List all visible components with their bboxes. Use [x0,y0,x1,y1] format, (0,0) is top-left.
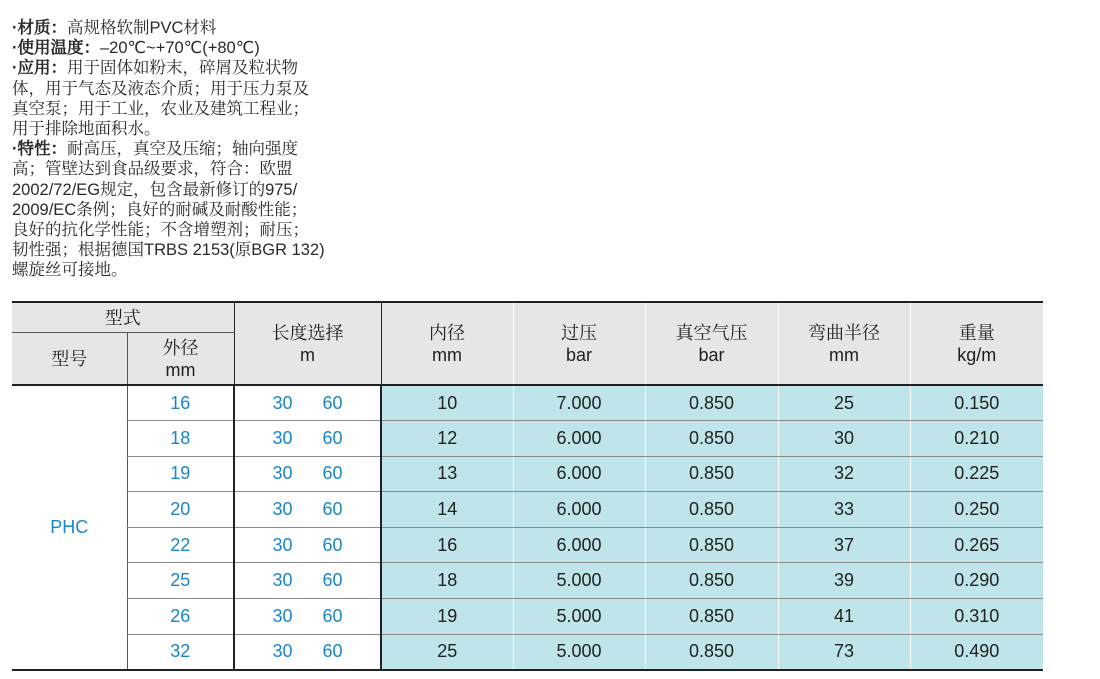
temperature-line [12,38,372,58]
table-row [12,385,1043,421]
features-text: 韧性强；根据德国TRBS 2153(原BGR 132) [12,241,325,260]
header-weight [910,302,1043,385]
weight-cell: 0.490 [910,634,1043,670]
application-text: 用于排除地面积水。 [12,120,161,139]
header-pressure-unit: bar [565,344,592,365]
spec-table [12,301,1043,671]
application-text: 体，用于气态及液态介质；用于压力泵及 [12,79,309,98]
header-bend-radius [778,302,910,385]
bend-radius-cell: 33 [778,492,910,528]
pressure-cell: 5.000 [513,634,645,670]
vacuum-cell: 0.850 [645,563,778,599]
header-inner-diameter [381,302,513,385]
header-vacuum-label: 真空气压 [675,322,748,343]
table-row [12,456,1043,492]
header-type-group: 型式 [12,302,234,333]
length-options-cell [234,563,381,599]
table-row [12,527,1043,563]
features-text: 良好的抗化学性能；不含增塑剂；耐压； [12,221,309,240]
vacuum-cell: 0.850 [645,599,778,635]
inner-diameter-cell: 13 [381,456,513,492]
product-description [12,18,372,281]
material-value: 高规格软制PVC材料 [67,19,217,37]
application-text: 用于固体如粉末，碎屑及粒状物 [67,59,298,78]
vacuum-cell: 0.850 [645,421,778,457]
outer-diameter-cell: 20 [127,492,234,528]
outer-diameter-cell: 16 [127,385,234,421]
features-text: 2002/72/EG规定，包含最新修订的975/ [12,180,298,199]
header-outer-diameter-label: 外径 [162,337,199,358]
bend-radius-cell: 30 [778,421,910,457]
vacuum-cell: 0.850 [645,385,778,421]
application-key: ·应用： [12,59,67,78]
table-row [12,492,1043,528]
length-options-cell [234,634,381,670]
bend-radius-cell: 32 [778,456,910,492]
length-option: 60 [322,534,343,555]
inner-diameter-cell: 16 [381,527,513,563]
length-option: 60 [322,570,343,591]
outer-diameter-cell: 18 [127,421,234,457]
features-text: 高；管壁达到食品级要求，符合：欧盟 [12,160,293,179]
length-option: 60 [322,392,343,413]
inner-diameter-cell: 10 [381,385,513,421]
pressure-cell: 6.000 [513,456,645,492]
inner-diameter-cell: 18 [381,563,513,599]
length-option: 30 [272,427,293,448]
features-text: 耐高压，真空及压缩；轴向强度 [67,140,298,159]
header-weight-unit: kg/m [957,344,997,365]
weight-cell: 0.310 [910,599,1043,635]
weight-cell: 0.250 [910,492,1043,528]
bend-radius-cell: 41 [778,599,910,635]
outer-diameter-cell: 26 [127,599,234,635]
pressure-cell: 7.000 [513,385,645,421]
table-row [12,599,1043,635]
length-option: 60 [322,463,343,484]
length-option: 30 [272,641,293,662]
length-option: 60 [322,641,343,662]
material-key: ·材质： [12,19,67,37]
weight-cell: 0.210 [910,421,1043,457]
features-text: 2009/EC条例；良好的耐碱及耐酸性能； [12,200,308,219]
bend-radius-cell: 25 [778,385,910,421]
length-options-cell [234,421,381,457]
header-length-unit: m [300,344,315,365]
length-options-cell [234,599,381,635]
length-option: 30 [272,605,293,626]
pressure-cell: 6.000 [513,421,645,457]
header-outer-diameter-unit: mm [165,359,196,380]
header-weight-label: 重量 [958,322,995,343]
application-text: 真空泵；用于工业，农业及建筑工程业； [12,99,309,118]
length-option: 60 [322,427,343,448]
outer-diameter-cell: 19 [127,456,234,492]
outer-diameter-cell: 32 [127,634,234,670]
header-bend-radius-label: 弯曲半径 [808,322,880,343]
inner-diameter-cell: 14 [381,492,513,528]
material-line [12,18,372,38]
weight-cell: 0.225 [910,456,1043,492]
features-text: 螺旋丝可接地。 [12,261,128,280]
vacuum-cell: 0.850 [645,527,778,563]
temperature-key: ·使用温度： [12,39,100,58]
table-row [12,421,1043,457]
application-line [12,58,372,78]
outer-diameter-cell: 22 [127,527,234,563]
header-length [234,302,381,385]
pressure-cell: 5.000 [513,599,645,635]
length-options-cell [234,492,381,528]
length-option: 60 [322,605,343,626]
header-bend-radius-unit: mm [829,344,859,365]
table-header [12,302,1043,385]
header-length-label: 长度选择 [271,322,344,343]
header-inner-diameter-label: 内径 [429,322,465,343]
outer-diameter-cell: 25 [127,563,234,599]
pressure-cell: 6.000 [513,492,645,528]
bend-radius-cell: 39 [778,563,910,599]
table-row [12,634,1043,670]
vacuum-cell: 0.850 [645,456,778,492]
table-row [12,563,1043,599]
temperature-value: –20℃~+70℃(+80℃) [100,39,260,58]
inner-diameter-cell: 12 [381,421,513,457]
header-model: 型号 [12,333,127,386]
header-outer-diameter [127,333,234,386]
bend-radius-cell: 73 [778,634,910,670]
header-pressure-label: 过压 [561,322,597,343]
model-cell: PHC [12,385,127,670]
length-options-cell [234,527,381,563]
header-pressure [513,302,645,385]
length-option: 60 [322,499,343,520]
weight-cell: 0.265 [910,527,1043,563]
features-key: ·特性： [12,140,67,159]
length-option: 30 [272,392,293,413]
length-options-cell [234,456,381,492]
table-body [12,385,1043,670]
vacuum-cell: 0.850 [645,492,778,528]
pressure-cell: 5.000 [513,563,645,599]
length-options-cell [234,385,381,421]
weight-cell: 0.150 [910,385,1043,421]
header-inner-diameter-unit: mm [432,344,462,365]
inner-diameter-cell: 25 [381,634,513,670]
length-option: 30 [272,534,293,555]
pressure-cell: 6.000 [513,527,645,563]
header-vacuum-unit: bar [698,344,725,365]
bend-radius-cell: 37 [778,527,910,563]
vacuum-cell: 0.850 [645,634,778,670]
inner-diameter-cell: 19 [381,599,513,635]
length-option: 30 [272,570,293,591]
length-option: 30 [272,499,293,520]
weight-cell: 0.290 [910,563,1043,599]
header-vacuum [645,302,778,385]
length-option: 30 [272,463,293,484]
features-line [12,139,372,159]
